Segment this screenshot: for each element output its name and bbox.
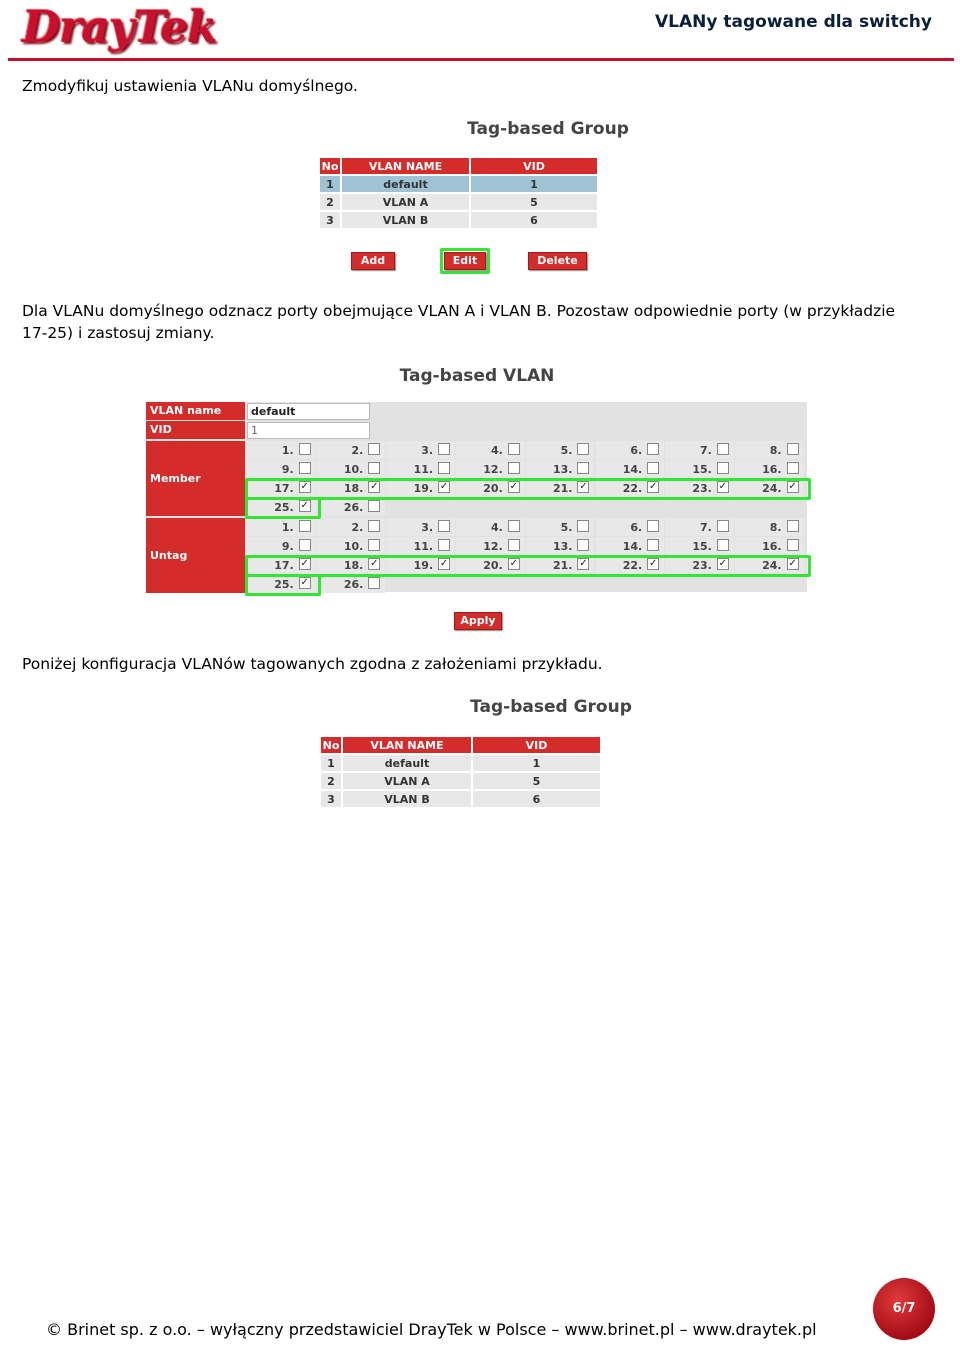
- apply-button[interactable]: Apply: [454, 612, 502, 630]
- table-row[interactable]: [321, 790, 600, 807]
- member-port-cell: [456, 460, 525, 478]
- col-vid-header: VID: [470, 158, 597, 175]
- member-port-label: 23.: [692, 482, 712, 495]
- member-port-checkbox[interactable]: [438, 462, 450, 474]
- col-vid-header: VID: [472, 737, 600, 754]
- member-port-label: 6.: [630, 444, 643, 457]
- untag-port-cell: [735, 518, 804, 536]
- member-port-checkbox[interactable]: [647, 443, 659, 455]
- member-port-label: 9.: [281, 463, 294, 476]
- untag-port-cell: [665, 537, 734, 555]
- untag-port-checkbox[interactable]: ✓: [300, 577, 309, 588]
- member-port-checkbox[interactable]: ✓: [439, 481, 449, 492]
- untag-port-label: 1.: [281, 521, 294, 534]
- row-vlan-name[interactable]: VLAN A: [341, 193, 470, 211]
- member-port-checkbox[interactable]: ✓: [300, 481, 309, 492]
- row-vid: 6: [470, 211, 597, 228]
- untag-port-label: 5.: [560, 521, 573, 534]
- member-port-cell: [456, 441, 525, 459]
- untag-port-checkbox[interactable]: [508, 539, 520, 551]
- member-port-checkbox[interactable]: ✓: [579, 481, 588, 492]
- row-no: 1: [321, 754, 342, 772]
- member-port-label: 7.: [700, 444, 712, 457]
- untag-port-label: 20.: [483, 559, 503, 572]
- member-port-checkbox[interactable]: [577, 462, 589, 474]
- member-port-label: 3.: [421, 444, 434, 457]
- untag-port-checkbox[interactable]: [647, 520, 659, 532]
- member-port-checkbox[interactable]: [299, 462, 311, 474]
- untag-port-label: 26.: [343, 578, 364, 591]
- member-port-label: 8.: [769, 444, 782, 457]
- member-port-checkbox[interactable]: [717, 462, 729, 474]
- table-row[interactable]: [320, 211, 597, 228]
- edit-button[interactable]: Edit: [444, 252, 486, 270]
- vlan-group-table: [320, 158, 597, 228]
- col-vlan-name-header: VLAN NAME: [342, 737, 472, 754]
- untag-port-cell: [526, 537, 595, 555]
- untag-port-checkbox[interactable]: [368, 539, 380, 551]
- row-vid: 5: [472, 772, 600, 790]
- untag-port-label: 24.: [762, 559, 782, 572]
- add-button[interactable]: Add: [351, 252, 395, 270]
- tag-based-group-title-2: Tag-based Group: [470, 697, 632, 717]
- member-port-checkbox[interactable]: [717, 443, 729, 455]
- row-vid: 1: [472, 754, 600, 772]
- paragraph-2-line-2: 17-25) i zastosuj zmiany.: [22, 324, 215, 342]
- footer-text: © Brinet sp. z o.o. – wyłączny przedstawiciel DrayTek w Polsce – www.brinet.pl – www.draytek.pl: [46, 1320, 817, 1339]
- untag-port-label: 7.: [700, 521, 712, 534]
- row-vid: 5: [470, 193, 597, 211]
- member-port-cell: [596, 460, 665, 478]
- member-port-label: 22.: [622, 482, 643, 495]
- member-port-cell: [665, 441, 734, 459]
- row-vlan-name[interactable]: default: [342, 754, 472, 772]
- vlan-name-label: VLAN name: [146, 402, 245, 420]
- member-port-label: 11.: [413, 463, 434, 476]
- untag-port-label: 4.: [490, 521, 503, 534]
- untag-port-checkbox[interactable]: [438, 520, 450, 532]
- member-port-cell: [665, 460, 734, 478]
- instruction-paragraph-2: [22, 300, 942, 344]
- delete-button[interactable]: Delete: [528, 252, 587, 270]
- member-port-cell: [526, 441, 595, 459]
- untag-port-checkbox[interactable]: ✓: [370, 558, 379, 569]
- untag-port-label: 23.: [692, 559, 712, 572]
- member-port-label: 13.: [552, 463, 573, 476]
- member-port-label: 2.: [351, 444, 364, 457]
- table-row[interactable]: [321, 754, 600, 772]
- untag-port-checkbox[interactable]: [717, 539, 729, 551]
- untag-port-label: 2.: [351, 521, 364, 534]
- untag-port-label: 14.: [622, 540, 643, 553]
- row-no: 1: [320, 175, 341, 193]
- untag-port-cell: [386, 537, 455, 555]
- row-no: 2: [320, 193, 341, 211]
- member-port-checkbox[interactable]: [368, 500, 380, 512]
- untag-port-checkbox[interactable]: [368, 520, 380, 532]
- untag-ports-17-24-highlight: [245, 555, 811, 577]
- untag-port-cell: [247, 518, 316, 536]
- member-port-checkbox[interactable]: ✓: [509, 481, 518, 492]
- member-port-checkbox[interactable]: [647, 462, 659, 474]
- member-port-checkbox[interactable]: ✓: [788, 481, 797, 492]
- member-port-label: 10.: [343, 463, 364, 476]
- member-port-checkbox[interactable]: [299, 443, 311, 455]
- untag-port-cell: [386, 518, 455, 536]
- member-port-label: 1.: [281, 444, 294, 457]
- header-divider: [8, 58, 954, 61]
- untag-port-cell: [456, 518, 525, 536]
- vlan-name-input[interactable]: default: [247, 403, 370, 420]
- member-port-checkbox[interactable]: ✓: [300, 500, 309, 511]
- untag-port-label: 18.: [343, 559, 364, 572]
- member-port-checkbox[interactable]: ✓: [718, 481, 728, 492]
- member-ports-17-24-highlight: [245, 478, 811, 500]
- member-port-cell: [386, 460, 455, 478]
- untag-port-label: 25.: [274, 578, 294, 591]
- untag-port-label: 12.: [483, 540, 503, 553]
- untag-port-cell: [317, 537, 386, 555]
- untag-port-checkbox[interactable]: [787, 539, 799, 551]
- member-port-label: 25.: [274, 501, 294, 514]
- untag-port-checkbox[interactable]: [787, 520, 799, 532]
- untag-port-label: 21.: [552, 559, 573, 572]
- untag-port-cell: [735, 537, 804, 555]
- member-port-cell: [735, 460, 804, 478]
- member-port-label: 18.: [343, 482, 364, 495]
- untag-port-checkbox[interactable]: ✓: [718, 558, 728, 569]
- untag-port-label: 8.: [769, 521, 782, 534]
- member-label: Member: [146, 441, 245, 516]
- member-port-label: 5.: [560, 444, 573, 457]
- member-port-label: 16.: [762, 463, 782, 476]
- untag-port-label: 6.: [630, 521, 643, 534]
- table-row[interactable]: [320, 193, 597, 211]
- row-vid: 1: [470, 175, 597, 193]
- member-port-cell: [526, 460, 595, 478]
- untag-port-label: 9.: [281, 540, 294, 553]
- untag-port-label: 10.: [343, 540, 364, 553]
- untag-port-cell: [317, 575, 386, 593]
- untag-port-checkbox[interactable]: [299, 520, 311, 532]
- untag-port-label: 16.: [762, 540, 782, 553]
- untag-port-checkbox[interactable]: [647, 539, 659, 551]
- member-port-cell: [386, 441, 455, 459]
- vlan-group-table-2: [321, 737, 600, 807]
- untag-port-cell: [456, 537, 525, 555]
- untag-port-cell: [526, 518, 595, 536]
- untag-port-checkbox[interactable]: ✓: [509, 558, 518, 569]
- member-port-label: 12.: [483, 463, 503, 476]
- paragraph-2-line-1: Dla VLANu domyślnego odznacz porty obejmujące VLAN A i VLAN B. Pozostaw odpowiednie porty (w przykładzie: [22, 302, 896, 320]
- untag-port-label: 13.: [552, 540, 573, 553]
- untag-port-cell: [596, 537, 665, 555]
- untag-port-label: 17.: [274, 559, 294, 572]
- untag-port-label: 11.: [413, 540, 434, 553]
- tag-based-group-title: Tag-based Group: [467, 119, 629, 139]
- row-no: 2: [321, 772, 342, 790]
- member-port-checkbox[interactable]: [787, 443, 799, 455]
- untag-port-checkbox[interactable]: [577, 539, 589, 551]
- member-port-cell: [317, 460, 386, 478]
- untag-port-label: 15.: [692, 540, 712, 553]
- tag-based-vlan-title: Tag-based VLAN: [399, 366, 555, 386]
- member-port-cell: [247, 460, 316, 478]
- col-no-header: No: [321, 737, 342, 754]
- untag-port-25-highlight: [245, 574, 321, 596]
- col-vlan-name-header: VLAN NAME: [341, 158, 470, 175]
- document-title: VLANy tagowane dla switchy: [655, 12, 932, 32]
- untag-port-cell: [665, 518, 734, 536]
- member-port-checkbox[interactable]: [577, 443, 589, 455]
- untag-port-checkbox[interactable]: [368, 577, 380, 589]
- untag-port-checkbox[interactable]: ✓: [300, 558, 309, 569]
- draytek-logo: DrayTek: [22, 2, 217, 53]
- vid-label: VID: [146, 421, 245, 439]
- untag-port-checkbox[interactable]: [577, 520, 589, 532]
- member-port-label: 15.: [692, 463, 712, 476]
- untag-port-checkbox[interactable]: ✓: [579, 558, 588, 569]
- instruction-paragraph-1: Zmodyfikuj ustawienia VLANu domyślnego.: [22, 77, 358, 95]
- member-port-label: 14.: [622, 463, 643, 476]
- untag-port-checkbox[interactable]: ✓: [788, 558, 797, 569]
- row-vlan-name[interactable]: VLAN A: [342, 772, 472, 790]
- untag-port-label: 19.: [413, 559, 434, 572]
- member-port-cell: [735, 441, 804, 459]
- member-port-checkbox[interactable]: [368, 462, 380, 474]
- untag-port-checkbox[interactable]: ✓: [648, 558, 658, 569]
- untag-port-checkbox[interactable]: [299, 539, 311, 551]
- row-vlan-name[interactable]: VLAN B: [342, 790, 472, 807]
- row-no: 3: [321, 790, 342, 807]
- member-port-checkbox[interactable]: ✓: [370, 481, 379, 492]
- instruction-paragraph-3: Poniżej konfiguracja VLANów tagowanych zgodna z założeniami przykładu.: [22, 655, 603, 673]
- member-port-checkbox[interactable]: [508, 443, 520, 455]
- member-port-cell: [317, 441, 386, 459]
- untag-port-checkbox[interactable]: [508, 520, 520, 532]
- member-port-cell: [596, 441, 665, 459]
- member-port-checkbox[interactable]: [787, 462, 799, 474]
- untag-port-cell: [596, 518, 665, 536]
- member-port-checkbox[interactable]: [438, 443, 450, 455]
- untag-port-label: 22.: [622, 559, 643, 572]
- member-port-checkbox[interactable]: [368, 443, 380, 455]
- row-no: 3: [320, 211, 341, 228]
- untag-port-checkbox[interactable]: [717, 520, 729, 532]
- untag-port-cell: [317, 518, 386, 536]
- member-port-cell: [247, 441, 316, 459]
- member-port-label: 26.: [343, 501, 364, 514]
- member-port-checkbox[interactable]: [508, 462, 520, 474]
- untag-label: Untag: [146, 518, 245, 593]
- row-vlan-name[interactable]: VLAN B: [341, 211, 470, 228]
- untag-port-checkbox[interactable]: ✓: [439, 558, 449, 569]
- vid-input[interactable]: 1: [247, 422, 370, 439]
- member-port-label: 21.: [552, 482, 573, 495]
- table-row[interactable]: [320, 175, 597, 193]
- col-no-header: No: [320, 158, 341, 175]
- member-port-25-highlight: [245, 497, 321, 519]
- member-port-label: 24.: [762, 482, 782, 495]
- member-port-checkbox[interactable]: ✓: [648, 481, 658, 492]
- table-row[interactable]: [321, 772, 600, 790]
- untag-port-cell: [247, 537, 316, 555]
- member-port-label: 20.: [483, 482, 503, 495]
- untag-port-label: 3.: [421, 521, 434, 534]
- row-vid: 6: [472, 790, 600, 807]
- member-port-label: 4.: [490, 444, 503, 457]
- member-port-cell: [317, 498, 386, 516]
- row-vlan-name[interactable]: default: [341, 175, 470, 193]
- page-number-badge: 6/7: [873, 1278, 935, 1340]
- untag-port-checkbox[interactable]: [438, 539, 450, 551]
- member-port-label: 17.: [274, 482, 294, 495]
- member-port-label: 19.: [413, 482, 434, 495]
